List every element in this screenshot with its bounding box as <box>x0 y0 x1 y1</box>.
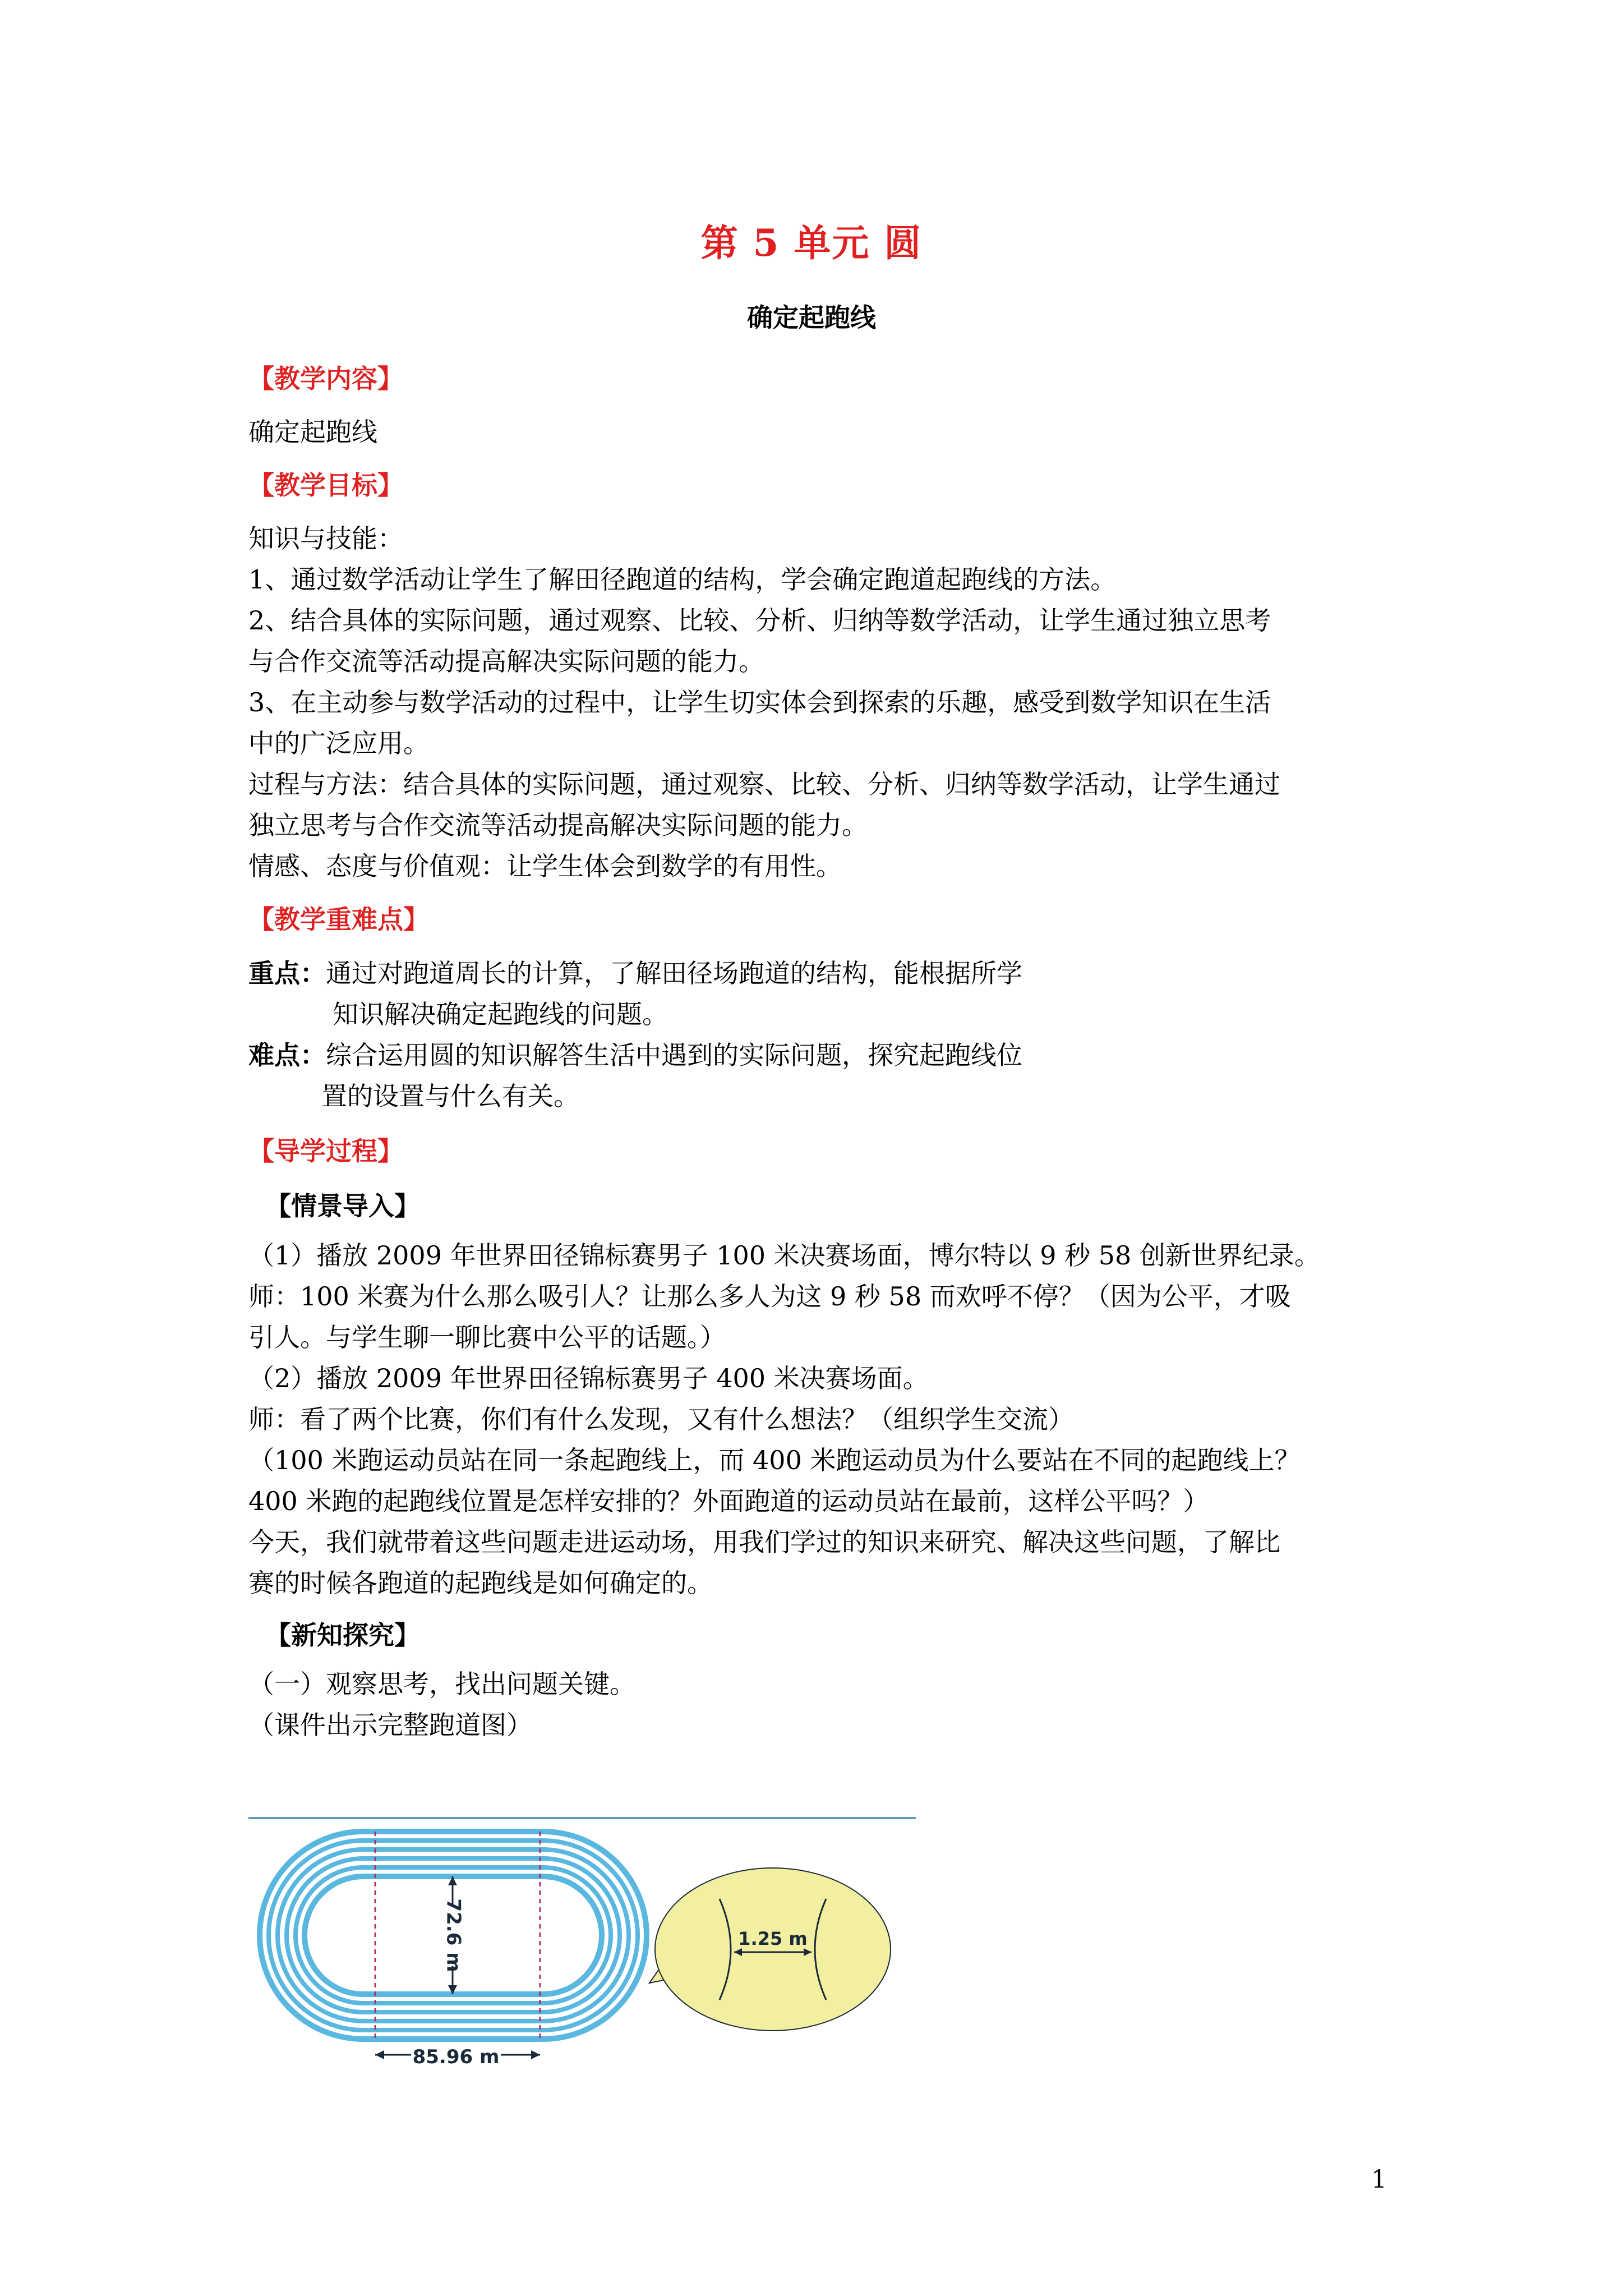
width-label: 72.6 m <box>442 1898 465 1972</box>
running-track-diagram <box>248 1815 921 2078</box>
intro-line: （2）播放 2009 年世界田径锦标赛男子 400 米决赛场面。 <box>248 1363 929 1393</box>
difficulty-text: 综合运用圆的知识解答生活中遇到的实际问题，探究起跑线位 <box>326 1040 1022 1070</box>
explore-line: （课件出示完整跑道图） <box>248 1710 532 1740</box>
callout-bubble <box>655 1868 891 2031</box>
intro-line: 师：看了两个比赛，你们有什么发现，又有什么想法？（组织学生交流） <box>248 1404 1074 1434</box>
heading-guided-process: 【导学过程】 <box>248 1136 403 1166</box>
intro-line: （1）播放 2009 年世界田径锦标赛男子 100 米决赛场面，博尔特以 9 秒 58 创新世界纪录。 <box>248 1240 1320 1271</box>
lane-width-callout <box>649 1868 891 2031</box>
intro-line: 今天，我们就带着这些问题走进运动场，用我们学过的知识来研究、解决这些问题，了解比 <box>248 1527 1280 1557</box>
intro-line: 赛的时候各跑道的起跑线是如何确定的。 <box>248 1568 713 1598</box>
heading-teaching-content: 【教学内容】 <box>248 364 403 394</box>
difficulty-line <box>248 1036 1022 1075</box>
content-text: 确定起跑线 <box>248 417 377 447</box>
goal-line: 1、通过数学活动让学生了解田径跑道的结构，学会确定跑道起跑线的方法。 <box>248 564 1117 595</box>
difficulty-text-cont: 置的设置与什么有关。 <box>321 1081 579 1111</box>
heading-scenario-intro: 【情景导入】 <box>265 1191 420 1221</box>
heading-key-points: 【教学重难点】 <box>248 904 429 935</box>
goal-line: 过程与方法：结合具体的实际问题，通过观察、比较、分析、归纳等数学活动，让学生通过 <box>248 769 1280 799</box>
explore-line: （一）观察思考，找出问题关键。 <box>248 1669 635 1699</box>
key-point-line <box>248 954 1022 993</box>
intro-line: 引人。与学生聊一聊比赛中公平的话题。） <box>248 1322 726 1352</box>
goal-line: 情感、态度与价值观：让学生体会到数学的有用性。 <box>248 851 842 881</box>
intro-line: 师：100 米赛为什么那么吸引人？让那么多人为这 9 秒 58 而欢呼不停？（因为公平，才吸 <box>248 1281 1291 1312</box>
unit-title: 第 5 单元 圆 <box>700 221 923 265</box>
goal-line: 3、在主动参与数学活动的过程中，让学生切实体会到探索的乐趣，感受到数学知识在生活 <box>248 687 1271 717</box>
goal-line: 中的广泛应用。 <box>248 728 429 758</box>
goal-line: 与合作交流等活动提高解决实际问题的能力。 <box>248 646 764 677</box>
length-arrow-left-icon <box>375 2050 384 2059</box>
lane-width-label: 1.25 m <box>738 1928 808 1949</box>
heading-teaching-goals: 【教学目标】 <box>248 470 403 500</box>
key-point-text-cont: 知识解决确定起跑线的问题。 <box>333 999 668 1029</box>
key-point-text: 通过对跑道周长的计算，了解田径场跑道的结构，能根据所学 <box>326 958 1022 988</box>
page-number: 1 <box>1371 2165 1387 2194</box>
goal-line: 独立思考与合作交流等活动提高解决实际问题的能力。 <box>248 810 868 840</box>
goal-line: 知识与技能： <box>248 523 403 554</box>
key-point-label: 重点： <box>248 958 326 988</box>
heading-new-knowledge: 【新知探究】 <box>265 1620 420 1650</box>
length-label: 85.96 m <box>412 2046 500 2068</box>
intro-line: （100 米跑运动员站在同一条起跑线上，而 400 米跑运动员为什么要站在不同的起跑线上？ <box>248 1445 1301 1475</box>
intro-line: 400 米跑的起跑线位置是怎样安排的？外面跑道的运动员站在最前，这样公平吗？） <box>248 1486 1209 1516</box>
lesson-subtitle: 确定起跑线 <box>747 302 876 333</box>
goal-line: 2、结合具体的实际问题，通过观察、比较、分析、归纳等数学活动，让学生通过独立思考 <box>248 605 1271 636</box>
length-arrow-right-icon <box>531 2050 540 2059</box>
difficulty-label: 难点： <box>248 1040 326 1070</box>
